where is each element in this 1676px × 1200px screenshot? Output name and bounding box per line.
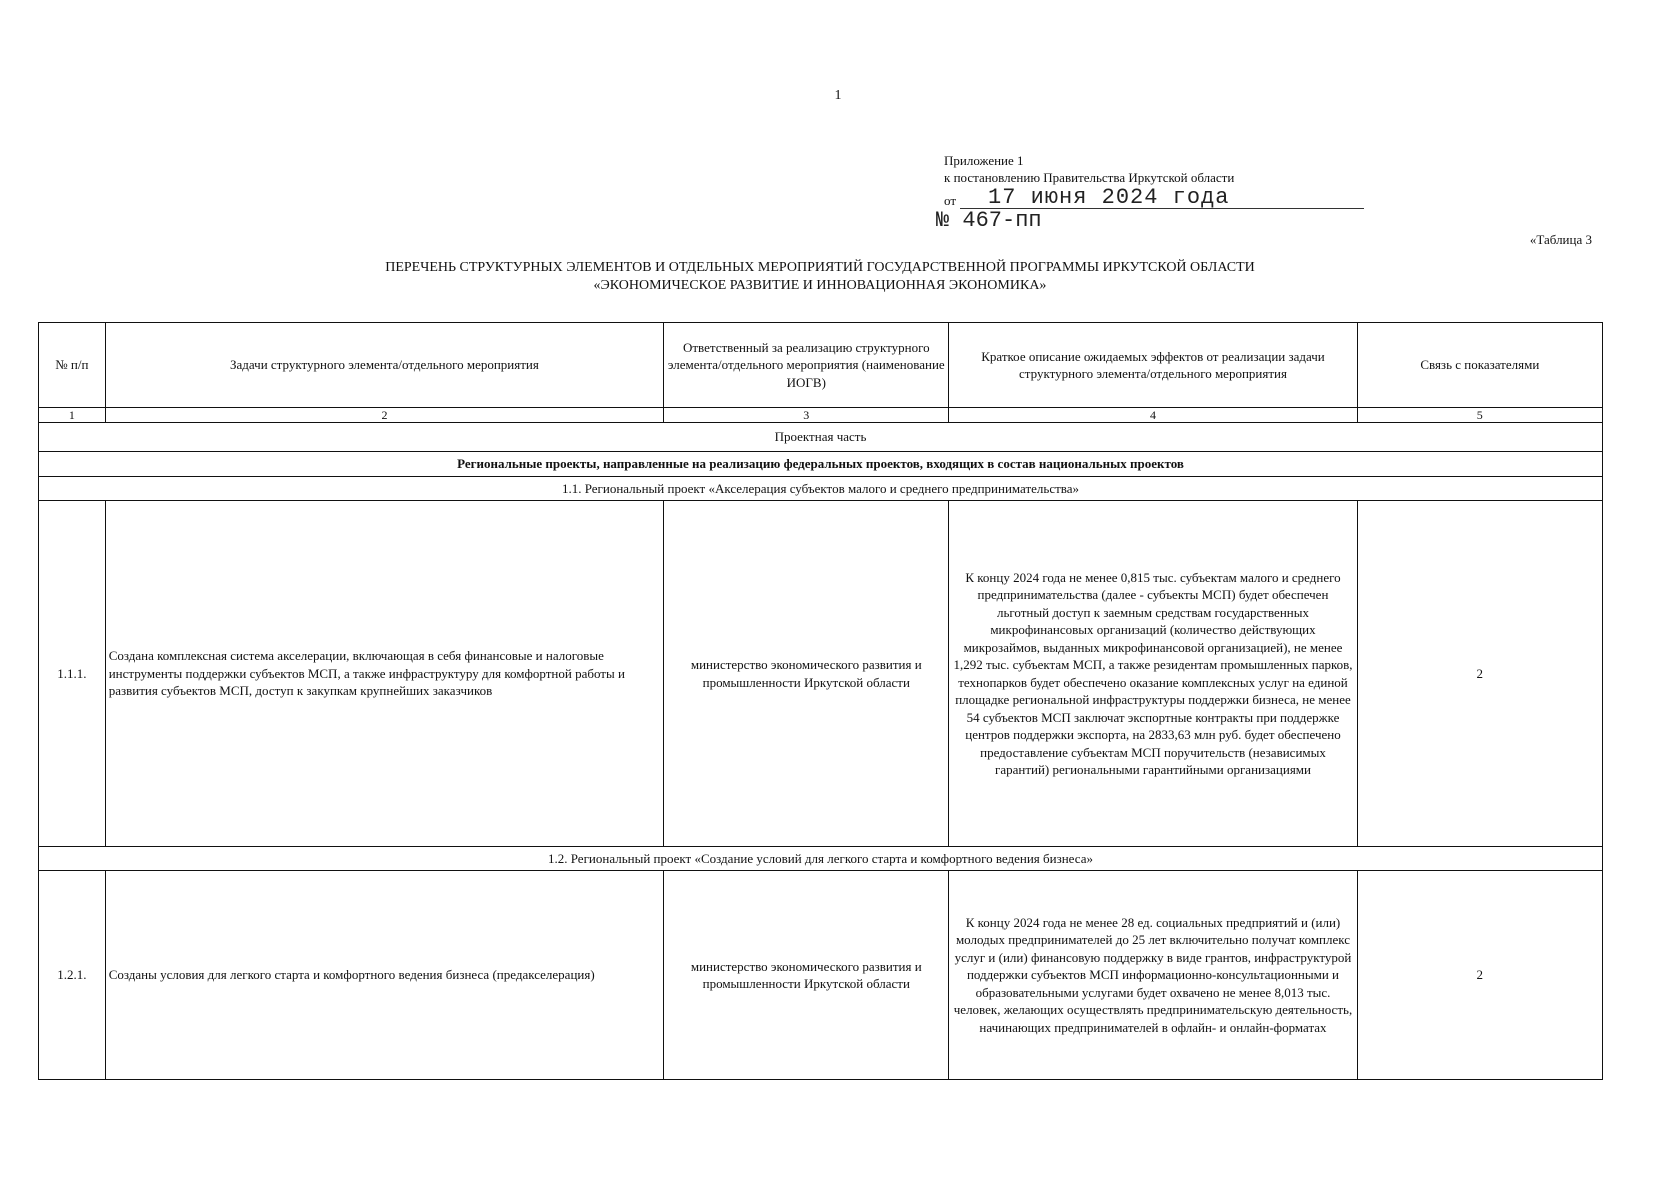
column-number: 2 [105,408,664,423]
row-task: Создана комплексная система акселерации, включающая в себя финансовые и налоговые инструменты поддержки субъектов МСП, а также инфраструктуру для комфортной работы и развития субъектов МСП, доступ к закупкам крупнейших заказчиков [105,501,664,847]
date-stamp: 17 июня 2024 года [960,188,1364,209]
document-title [0,259,1640,295]
section-regional-projects: Региональные проекты, направленные на реализацию федеральных проектов, входящих в состав национальных проектов [39,452,1603,477]
row-number: 1.2.1. [39,871,106,1080]
document-title-line-2: «ЭКОНОМИЧЕСКОЕ РАЗВИТИЕ И ИННОВАЦИОННАЯ ЭКОНОМИКА» [593,278,1047,293]
page-number: 1 [834,88,842,103]
project-title-1-2: 1.2. Региональный проект «Создание условий для легкого старта и комфортного ведения бизнеса» [39,847,1603,871]
document-title-line-1: ПЕРЕЧЕНЬ СТРУКТУРНЫХ ЭЛЕМЕНТОВ И ОТДЕЛЬНЫХ МЕРОПРИЯТИЙ ГОСУДАРСТВЕННОЙ ПРОГРАММЫ ИРКУТСКОЙ ОБЛАСТИ [385,260,1255,275]
header-number: № п/п [39,323,106,408]
row-responsible: министерство экономического развития и промышленности Иркутской области [664,501,949,847]
appendix-block [936,152,1364,233]
section-row-regional [39,452,1603,477]
section-row-project [39,423,1603,452]
column-number: 4 [949,408,1357,423]
project-title-1-1: 1.1. Региональный проект «Акселерация субъектов малого и среднего предпринимательства» [39,477,1603,501]
row-effects: К концу 2024 года не менее 0,815 тыс. субъектам малого и среднего предпринимательства (далее - субъекты МСП) будет обеспечен льготный доступ к заемным средствам государственных микрофинансовых организаций (количество действующих микрозаймов, выданных микрофинансовой организацией), не менее 1,292 тыс. субъектам МСП, а также резидентам промышленных парков, технопарков будет обеспечено оказание комплексных услуг на единой площадке региональной инфраструктуры поддержки бизнеса, не менее 54 субъектов МСП заключат экспортные контракты при поддержке центров поддержки экспорта, на 2833,63 млн руб. будет обеспечено предоставление субъектам МСП поручительств (независимых гарантий) региональными гарантийными организациями [949,501,1357,847]
structural-elements-table [38,322,1603,1080]
number-stamp: № 467-пп [936,208,1042,233]
row-indicator-link: 2 [1357,501,1602,847]
header-link: Связь с показателями [1357,323,1602,408]
row-indicator-link: 2 [1357,871,1602,1080]
header-task: Задачи структурного элемента/отдельного мероприятия [105,323,664,408]
project-row-1-2 [39,847,1603,871]
column-number: 3 [664,408,949,423]
appendix-decree: к постановлению Правительства Иркутской области [944,170,1235,185]
header-effects: Краткое описание ожидаемых эффектов от реализации задачи структурного элемента/отдельного мероприятия [949,323,1357,408]
date-prefix: от [944,193,957,208]
table-label: «Таблица 3 [1529,232,1592,247]
table-header-row [39,323,1603,408]
appendix-date-line [944,185,1364,210]
header-responsible: Ответственный за реализацию структурного элемента/отдельного мероприятия (наименование ИОГВ) [664,323,949,408]
section-project-part: Проектная часть [39,423,1603,452]
row-effects: К концу 2024 года не менее 28 ед. социальных предприятий и (или) молодых предпринимателей до 25 лет включительно получат комплекс услуг и (или) финансовую поддержку в виде грантов, инфраструктурой поддержки субъектов МСП информационно-консультационными и образовательными услугами будет охвачено не менее 8,013 тыс. человек, желающих осуществлять предпринимательскую деятельность, начинающих предпринимателей в офлайн- и онлайн-форматах [949,871,1357,1080]
column-number: 5 [1357,408,1602,423]
column-number: 1 [39,408,106,423]
row-number: 1.1.1. [39,501,106,847]
row-task: Созданы условия для легкого старта и комфортного ведения бизнеса (предакселерация) [105,871,664,1080]
table-row [39,501,1603,847]
project-row-1-1 [39,477,1603,501]
row-responsible: министерство экономического развития и промышленности Иркутской области [664,871,949,1080]
column-number-row [39,408,1603,423]
table-row [39,871,1603,1080]
appendix-title: Приложение 1 [944,153,1024,168]
